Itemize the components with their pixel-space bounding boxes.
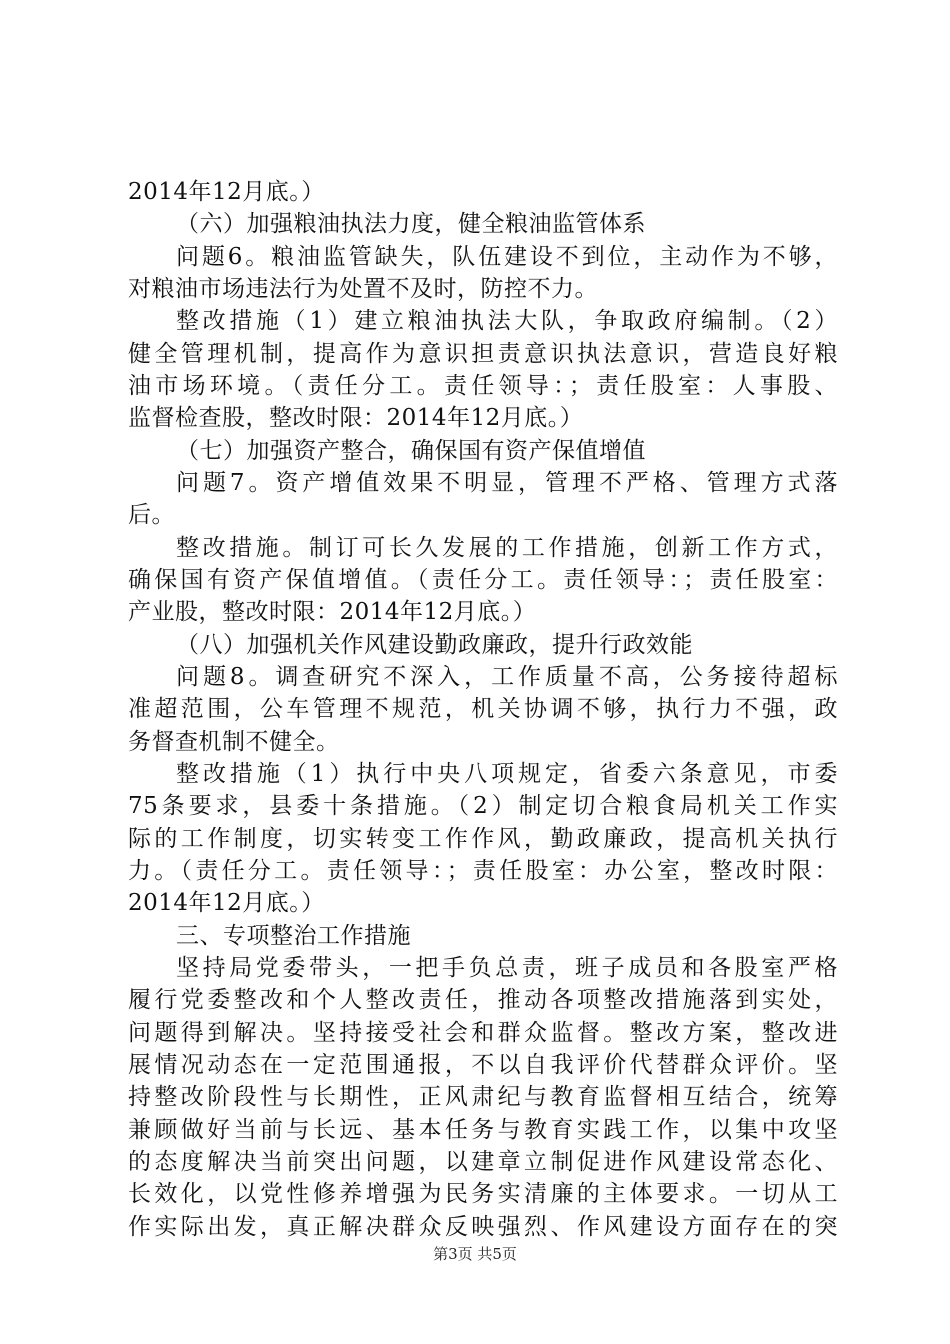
text-line: 展情况动态在一定范围通报，不以自我评价代替群众评价。坚 — [128, 1052, 838, 1078]
text-line: 的态度解决当前突出问题，以建章立制促进作风建设常态化、 — [128, 1149, 838, 1175]
text-line: 整改措施（1）执行中央八项规定，省委六条意见，市委 — [176, 761, 838, 787]
text-line: 作实际出发，真正解决群众反映强烈、作风建设方面存在的突 — [128, 1214, 838, 1240]
section-heading: （六）加强粮油执法力度，健全粮油监管体系 — [176, 211, 646, 237]
text-line: 履行党委整改和个人整改责任，推动各项整改措施落到实处， — [128, 987, 838, 1013]
text-line: 际的工作制度，切实转变工作作风，勤政廉政，提高机关执行 — [128, 826, 838, 852]
text-line: 持整改阶段性与长期性，正风肃纪与教育监督相互结合，统筹 — [128, 1084, 838, 1110]
text-line: 力。（责任分工。责任领导：；责任股室：办公室，整改时限： — [128, 858, 838, 884]
text-line: 2014年12月底。） — [128, 179, 325, 205]
text-line: 务督查机制不健全。 — [128, 729, 340, 755]
section-heading: 三、专项整治工作措施 — [176, 923, 411, 949]
text-line: 问题得到解决。坚持接受社会和群众监督。整改方案，整改进 — [128, 1020, 838, 1046]
text-line: 兼顾做好当前与长远、基本任务与教育实践工作，以集中攻坚 — [128, 1117, 838, 1143]
text-line: 长效化，以党性修养增强为民务实清廉的主体要求。一切从工 — [128, 1181, 838, 1207]
section-heading: （八）加强机关作风建设勤政廉政，提升行政效能 — [176, 632, 693, 658]
text-line: 监督检查股，整改时限：2014年12月底。） — [128, 405, 584, 431]
text-line: 产业股，整改时限：2014年12月底。） — [128, 599, 537, 625]
text-line: 对粮油市场违法行为处置不及时，防控不力。 — [128, 276, 598, 302]
text-line: 油市场环境。（责任分工。责任领导：；责任股室：人事股、 — [128, 373, 838, 399]
text-line: 2014年12月底。） — [128, 890, 325, 916]
text-line: 75条要求，县委十条措施。（2）制定切合粮食局机关工作实 — [128, 793, 838, 819]
text-line: 问题8。调查研究不深入，工作质量不高，公务接待超标 — [176, 664, 838, 690]
page-number-footer: 第3页 共5页 — [433, 1245, 517, 1263]
text-line: 后。 — [128, 502, 175, 528]
text-line: 准超范围，公车管理不规范，机关协调不够，执行力不强，政 — [128, 696, 838, 722]
text-line: 整改措施。制订可长久发展的工作措施，创新工作方式， — [176, 535, 838, 561]
text-line: 问题6。粮油监管缺失，队伍建设不到位，主动作为不够， — [176, 244, 838, 270]
text-line: 健全管理机制，提高作为意识担责意识执法意识，营造良好粮 — [128, 341, 838, 367]
text-line: 问题7。资产增值效果不明显，管理不严格、管理方式落 — [176, 470, 838, 496]
text-line: 整改措施（1）建立粮油执法大队，争取政府编制。（2） — [176, 308, 838, 334]
text-line: 坚持局党委带头，一把手负总责，班子成员和各股室严格 — [176, 955, 838, 981]
text-line: 确保国有资产保值增值。（责任分工。责任领导：；责任股室： — [128, 567, 838, 593]
section-heading: （七）加强资产整合，确保国有资产保值增值 — [176, 438, 646, 464]
